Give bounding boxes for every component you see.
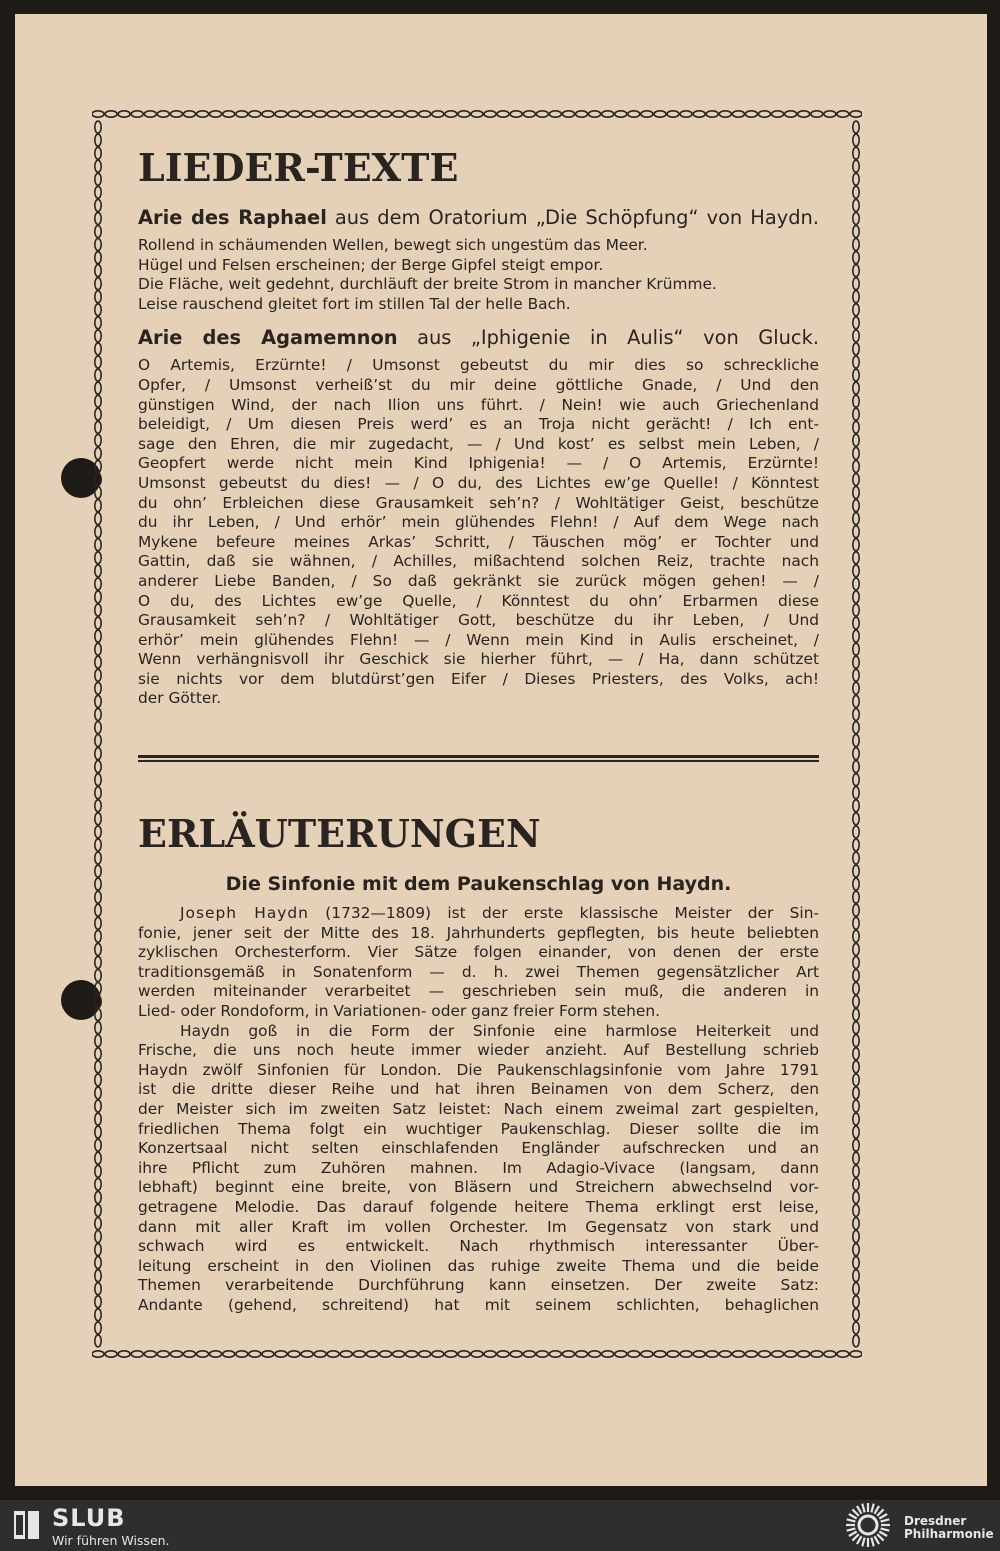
- paragraph-line: leitung erscheint in den Violinen das ruhige zweite Thema und die beide: [138, 1256, 819, 1275]
- slub-logo-icon: [12, 1508, 42, 1542]
- aria1-line: Die Fläche, weit gedehnt, durchläuft der breite Strom in mancher Krümme.: [138, 275, 717, 294]
- paragraph-1: [138, 904, 819, 1022]
- symphony-heading: Die Sinfonie mit dem Paukenschlag von Haydn.: [225, 873, 732, 895]
- paragraph-line: friedlichen Thema folgt ein wuchtiger Paukenschlag. Dieser sollte die im: [138, 1119, 819, 1138]
- sunburst-logo-icon: [842, 1500, 894, 1551]
- aria1-heading: [138, 204, 819, 232]
- philharmonie-line-1: Dresdner: [904, 1514, 967, 1528]
- aria1-line: Leise rauschend gleitet fort im stillen Tal der helle Bach.: [138, 294, 571, 313]
- paragraph-line: ihre Pflicht zum Zuhören mahnen. Im Adagio-Vivace (langsam, dann: [138, 1158, 819, 1177]
- paragraph-line: Frische, die uns noch heute immer wieder anzieht. Auf Bestellung schrieb: [138, 1041, 819, 1060]
- paragraph-line: zyklischen Orchesterform. Vier Sätze folgen einander, von denen der erste: [138, 943, 819, 962]
- paragraph-line: Themen verarbeitende Durchführung kann einsetzen. Der zweite Satz:: [138, 1276, 819, 1295]
- paragraph-line: Lied- oder Rondoform, in Variationen- oder ganz freier Form stehen.: [138, 1001, 661, 1020]
- aria2-line: beleidigt, / Um diesen Preis werd’ es an Troja nicht gerächt! / Ich ent-: [138, 415, 819, 434]
- aria1-line: Hügel und Felsen erscheinen; der Berge Gipfel steigt empor.: [138, 255, 604, 274]
- aria1-line: Rollend in schäumenden Wellen, bewegt sich ungestüm das Meer.: [138, 236, 648, 254]
- aria2-line: sage den Ehren, die mir zugedacht, — / Und kost’ es selbst mein Leben, /: [138, 434, 819, 453]
- aria2-line: Umsonst gebeutst du dies! — / O du, des Lichtes ew’ge Quelle! / Könntest: [138, 473, 819, 492]
- aria2-line: sie nichts vor dem blutdürst’gen Eifer / Dieses Priesters, des Volks, ach!: [138, 669, 819, 688]
- aria2-line: Mykene befeure meines Arkas’ Schritt, / Täuschen mög’ er Tochter und: [138, 532, 819, 551]
- paragraph-line: der Meister sich im zweiten Satz leistet: Nach einem zweimal zart gespielten,: [138, 1099, 819, 1118]
- aria2-line: O Artemis, Erzürnte! / Umsonst gebeutst du mir dies so schreckliche: [138, 356, 819, 375]
- paragraph-line: dann mit aller Kraft im vollen Orchester. Im Gegensatz von stark und: [138, 1217, 819, 1236]
- slub-name[interactable]: SLUB: [52, 1504, 126, 1532]
- paragraph-line: werden miteinander verarbeitet — geschrieben sein muß, die anderen in: [138, 982, 819, 1001]
- aria1-heading-bold: Arie des Raphael: [138, 206, 327, 229]
- aria2-line: der Götter.: [138, 689, 222, 708]
- paragraph-line: Konzertsaal nicht selten einschlafenden Engländer aufschrecken und an: [138, 1139, 819, 1158]
- paragraph-line: Andante (gehend, schreitend) hat mit seinem schlichten, behaglichen: [138, 1295, 819, 1314]
- footer-bar: [0, 1500, 1000, 1551]
- aria2-heading-bold: Arie des Agamemnon: [138, 326, 398, 350]
- aria2-line: anderer Liebe Banden, / So daß gekränkt sie zurück mögen gehen! — /: [138, 571, 819, 590]
- erlaeuterungen-section: [138, 806, 819, 1315]
- paragraph-line: getragene Melodie. Das darauf folgende heitere Thema erklingt erst leise,: [138, 1197, 819, 1216]
- aria2-line: Wenn verhängnisvoll ihr Geschick sie hierher führt, — / Ha, dann schützet: [138, 650, 819, 669]
- aria2-line: Geopfert werde nicht mein Kind Iphigenia! — / O Artemis, Erzürnte!: [138, 454, 819, 473]
- aria2-line: Grausamkeit seh’n? / Wohltätiger Gott, beschütze du ihr Leben, / Und: [138, 611, 819, 630]
- lieder-texte-title: LIEDER-TEXTE: [138, 145, 459, 190]
- aria2-line: Gattin, daß sie wähnen, / Achilles, mißachtend solchen Reiz, trachte nach: [138, 552, 819, 571]
- paragraph-line: schwach wird es entwickelt. Nach rhythmisch interessanter Über-: [138, 1237, 819, 1256]
- paragraph-line: [138, 904, 819, 924]
- paragraph-line: ist die dritte dieser Reihe und hat ihren Beinamen von dem Scherz, den: [138, 1080, 819, 1099]
- aria2-text: [138, 356, 819, 709]
- aria2-line: du ihr Leben, / Und erhör’ mein glühendes Flehn! / Auf dem Wege nach: [138, 513, 819, 532]
- aria2-line: Opfer, / Umsonst verheiß’st du mir deine göttliche Gnade, / Und den: [138, 375, 819, 394]
- paragraph-line: traditionsgemäß in Sonatenform — d. h. zwei Themen gegensätzlicher Art: [138, 962, 819, 981]
- aria2-heading-rest: aus „Iphigenie in Aulis“ von Gluck.: [417, 326, 819, 350]
- aria1-heading-rest: aus dem Oratorium „Die Schöpfung“ von Haydn.: [334, 206, 819, 229]
- paragraph-line: lebhaft) beginnt eine breite, von Bläsern und Streichern abwechselnd vor-: [138, 1178, 819, 1197]
- philharmonie-label[interactable]: [904, 1515, 994, 1541]
- composer-name: Joseph Haydn: [180, 904, 309, 922]
- aria2-line: du ohn’ Erbleichen diese Grausamkeit seh’n? / Wohltätiger Geist, beschütze: [138, 493, 819, 512]
- paragraph-2: [138, 1022, 819, 1316]
- paragraph-line-rest: (1732—1809) ist der erste klassische Meister der Sin-: [308, 904, 820, 922]
- aria2-line: erhör’ mein glühendes Flehn! — / Wenn mein Kind in Aulis erscheinet, /: [138, 630, 819, 649]
- paragraph-line: Haydn zwölf Sinfonien für London. Die Paukenschlagsinfonie vom Jahre 1791: [138, 1060, 819, 1079]
- lieder-texte-section: [138, 140, 819, 709]
- aria2-line: O du, des Lichtes ew’ge Quelle, / Könntest du ohn’ Erbarmen diese: [138, 591, 819, 610]
- paragraph-line: fonie, jener seit der Mitte des 18. Jahrhunderts gepflegten, bis heute beliebten: [138, 923, 819, 942]
- slub-tagline: Wir führen Wissen.: [52, 1533, 170, 1548]
- aria2-heading: [138, 324, 819, 352]
- section-divider: [138, 755, 819, 762]
- aria1-text: [138, 236, 819, 314]
- aria2-line: günstigen Wind, der nach Ilion uns führt. / Nein! wie auch Griechenland: [138, 395, 819, 414]
- erlaeuterungen-title: ERLÄUTERUNGEN: [138, 811, 541, 856]
- philharmonie-line-2: Philharmonie: [904, 1527, 994, 1541]
- paragraph-line: Haydn goß in die Form der Sinfonie eine harmlose Heiterkeit und: [180, 1021, 819, 1040]
